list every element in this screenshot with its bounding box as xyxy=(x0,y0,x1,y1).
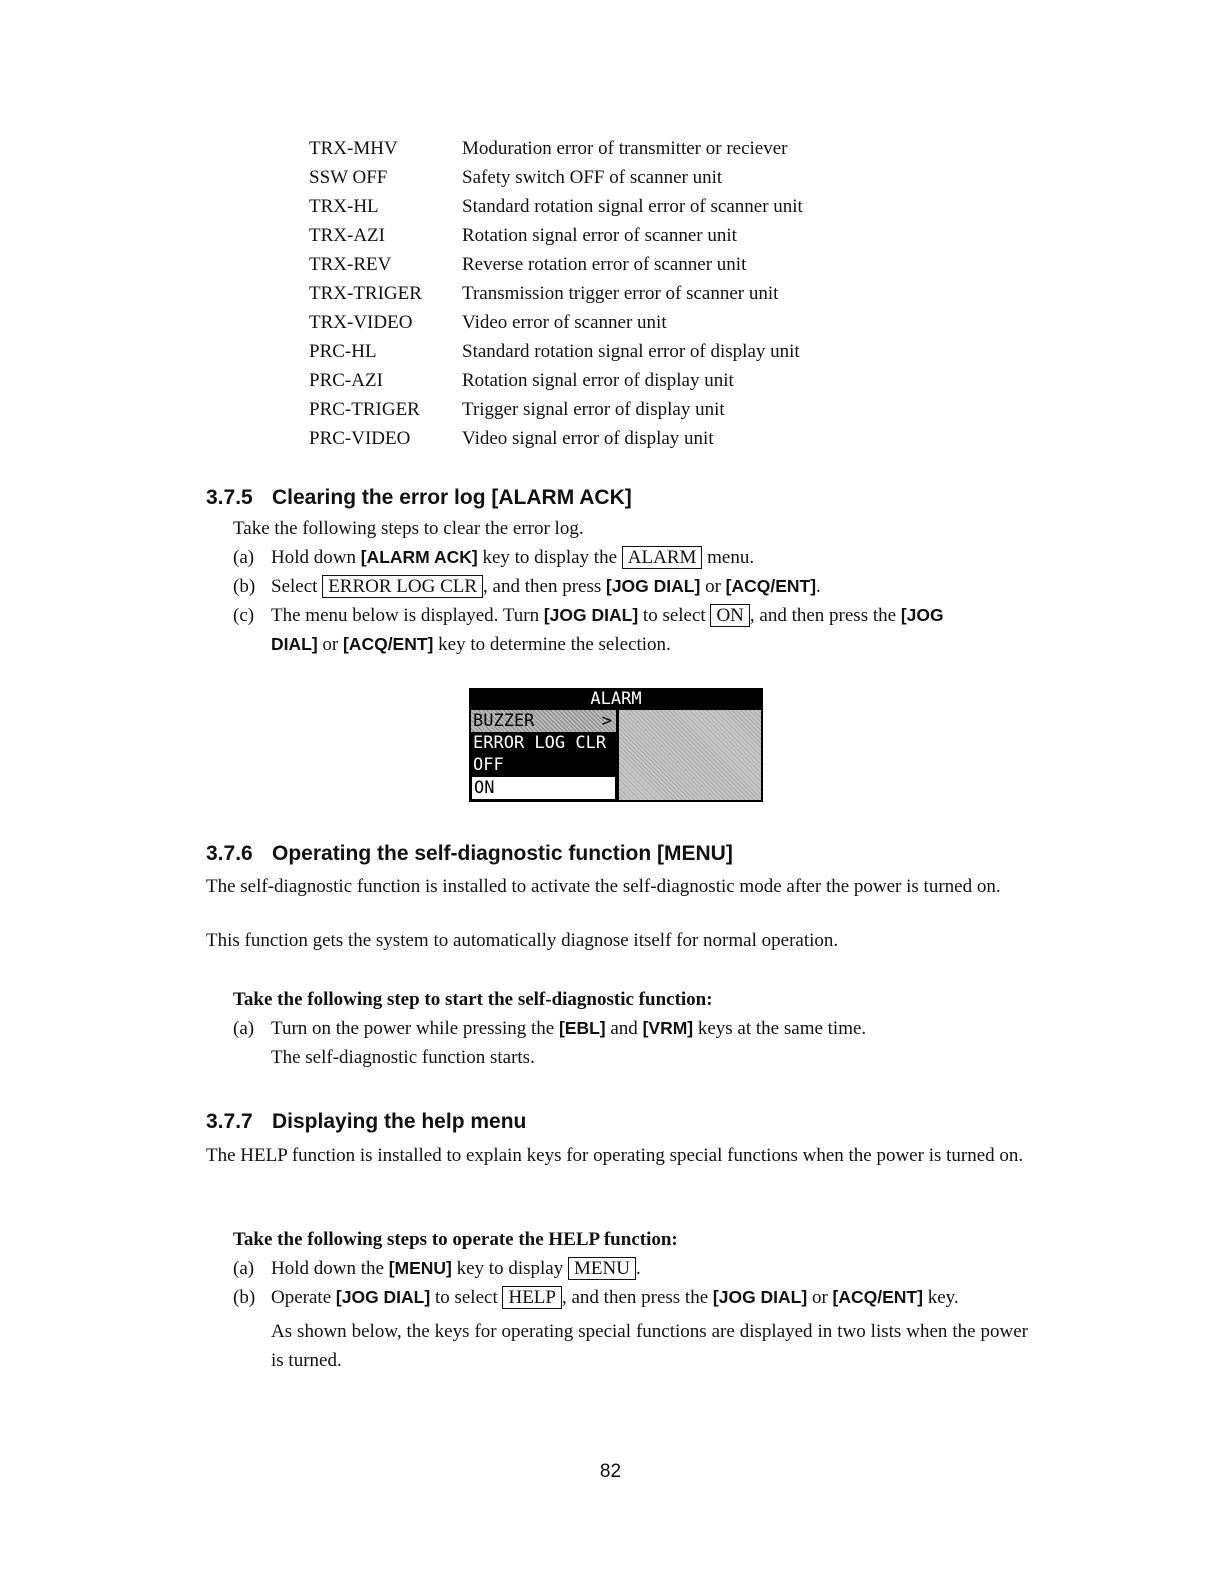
step-text: key. xyxy=(922,1287,959,1308)
table-row xyxy=(309,192,803,221)
step-b xyxy=(233,576,821,598)
step-text: Select xyxy=(271,576,323,597)
error-code: TRX-REV xyxy=(309,254,392,275)
section-number: 3.7.7 xyxy=(206,1110,253,1133)
step-text: , and then press the xyxy=(561,1287,713,1308)
section-title: Operating the self-diagnostic function [MENU] xyxy=(272,842,733,865)
step-text: Operate xyxy=(271,1287,336,1308)
error-code: PRC-VIDEO xyxy=(309,428,411,449)
menu-box: ALARM xyxy=(622,546,703,569)
error-code: PRC-HL xyxy=(309,341,377,362)
error-code: PRC-AZI xyxy=(309,370,383,391)
table-row xyxy=(309,279,803,308)
table-row xyxy=(309,250,803,279)
step-text: and xyxy=(605,1018,643,1039)
key-name: [MENU] xyxy=(388,1258,452,1278)
menu-item-error-log-clr: ERROR LOG CLR xyxy=(473,733,607,753)
step-label: (a) xyxy=(233,547,255,568)
key-name: DIAL] xyxy=(271,634,318,654)
key-name: [ACQ/ENT] xyxy=(725,576,817,596)
step-label: (a) xyxy=(233,1258,255,1279)
error-code: PRC-TRIGER xyxy=(309,399,420,420)
error-description: Reverse rotation error of scanner unit xyxy=(462,254,747,275)
step-b-continued: As shown below, the keys for operating special functions are displayed in two lists when the power is turned. xyxy=(271,1321,1028,1371)
table-row xyxy=(309,366,803,395)
step-text: . xyxy=(816,576,821,597)
table-row xyxy=(309,424,803,453)
section-number: 3.7.5 xyxy=(206,486,253,509)
step-text: menu. xyxy=(702,547,755,568)
step-text: key to display xyxy=(451,1258,568,1279)
menu-box: MENU xyxy=(568,1257,636,1280)
error-description: Safety switch OFF of scanner unit xyxy=(462,167,723,188)
key-name: [JOG DIAL] xyxy=(543,605,639,625)
menu-item-on: ON xyxy=(471,776,616,800)
error-code: TRX-VIDEO xyxy=(309,312,413,333)
error-code-table xyxy=(309,134,803,453)
key-name: [ALARM ACK] xyxy=(360,547,478,567)
step-c-continued xyxy=(271,634,671,656)
menu-item-buzzer xyxy=(471,710,616,732)
table-row xyxy=(309,337,803,366)
error-description: Video signal error of display unit xyxy=(462,428,714,449)
key-name: [ACQ/ENT] xyxy=(342,634,434,654)
step-text: Hold down the xyxy=(271,1258,389,1279)
error-code: TRX-AZI xyxy=(309,225,385,246)
step-text: Turn on the power while pressing the xyxy=(271,1018,559,1039)
page-number: 82 xyxy=(599,1461,622,1482)
menu-title: ALARM xyxy=(590,689,642,709)
table-row xyxy=(309,134,803,163)
step-text: The menu below is displayed. Turn xyxy=(271,605,544,626)
alarm-menu-screenshot xyxy=(469,688,763,802)
step-a xyxy=(233,1018,866,1040)
arrow-right-icon: > xyxy=(601,711,612,731)
step-text: , and then press the xyxy=(749,605,901,626)
step-text: Hold down xyxy=(271,547,361,568)
step-label: (c) xyxy=(233,605,255,626)
error-description: Rotation signal error of scanner unit xyxy=(462,225,737,246)
section-title: Displaying the help menu xyxy=(272,1110,527,1133)
step-c xyxy=(233,605,944,627)
section-title: Clearing the error log [ALARM ACK] xyxy=(272,486,632,509)
error-description: Moduration error of transmitter or reciever xyxy=(462,138,788,159)
step-text: . xyxy=(635,1258,641,1279)
key-name: [JOG DIAL] xyxy=(335,1287,431,1307)
menu-item-list xyxy=(471,710,616,800)
menu-box: ERROR LOG CLR xyxy=(322,575,483,598)
error-code: TRX-HL xyxy=(309,196,379,217)
step-text: or xyxy=(700,576,726,597)
error-description: Standard rotation signal error of scanner unit xyxy=(462,196,803,217)
paragraph: This function gets the system to automatically diagnose itself for normal operation. xyxy=(206,930,839,951)
error-code: TRX-TRIGER xyxy=(309,283,422,304)
subheading: Take the following step to start the self-diagnostic function: xyxy=(233,989,713,1010)
table-row xyxy=(309,163,803,192)
step-a xyxy=(233,1258,641,1280)
step-text: or xyxy=(317,634,343,655)
error-description: Transmission trigger error of scanner unit xyxy=(462,283,779,304)
key-name: [JOG DIAL] xyxy=(606,576,701,596)
menu-dither-panel xyxy=(619,710,761,800)
menu-box: HELP xyxy=(502,1286,562,1309)
step-text: or xyxy=(807,1287,833,1308)
key-name: [ACQ/ENT] xyxy=(832,1287,923,1307)
intro-text: Take the following steps to clear the error log. xyxy=(233,518,584,539)
menu-item-label: BUZZER xyxy=(473,711,535,731)
subheading: Take the following steps to operate the HELP function: xyxy=(233,1229,678,1250)
key-name: [JOG DIAL] xyxy=(712,1287,808,1307)
step-text: to select xyxy=(430,1287,503,1308)
step-a-continued: The self-diagnostic function starts. xyxy=(271,1047,535,1068)
section-heading-3-7-6 xyxy=(206,842,733,866)
paragraph: The self-diagnostic function is installed to activate the self-diagnostic mode after the power is turned on. xyxy=(206,876,1001,897)
key-name: [EBL] xyxy=(558,1018,606,1038)
step-text: , and then press xyxy=(483,576,606,597)
key-name: [VRM] xyxy=(642,1018,694,1038)
step-label: (b) xyxy=(233,1287,256,1308)
step-label: (b) xyxy=(233,576,256,597)
table-row xyxy=(309,308,803,337)
error-code: SSW OFF xyxy=(309,167,388,188)
table-row xyxy=(309,221,803,250)
step-text: to select xyxy=(638,605,711,626)
error-code: TRX-MHV xyxy=(309,138,398,159)
table-row xyxy=(309,395,803,424)
error-description: Trigger signal error of display unit xyxy=(462,399,725,420)
key-name: [JOG xyxy=(900,605,944,625)
step-b xyxy=(233,1287,959,1309)
section-heading-3-7-5 xyxy=(206,486,632,510)
error-description: Video error of scanner unit xyxy=(462,312,667,333)
step-label: (a) xyxy=(233,1018,255,1039)
step-text: key to display the xyxy=(477,547,622,568)
step-a xyxy=(233,547,754,569)
error-description: Rotation signal error of display unit xyxy=(462,370,734,391)
section-heading-3-7-7 xyxy=(206,1110,526,1134)
paragraph: The HELP function is installed to explain keys for operating special functions when the power is turned on. xyxy=(206,1145,1024,1166)
menu-box: ON xyxy=(710,604,749,627)
error-description: Standard rotation signal error of display unit xyxy=(462,341,800,362)
step-text: key to determine the selection. xyxy=(433,634,671,655)
step-text: keys at the same time. xyxy=(693,1018,867,1039)
section-number: 3.7.6 xyxy=(206,842,253,865)
menu-item-off: OFF xyxy=(473,755,504,775)
